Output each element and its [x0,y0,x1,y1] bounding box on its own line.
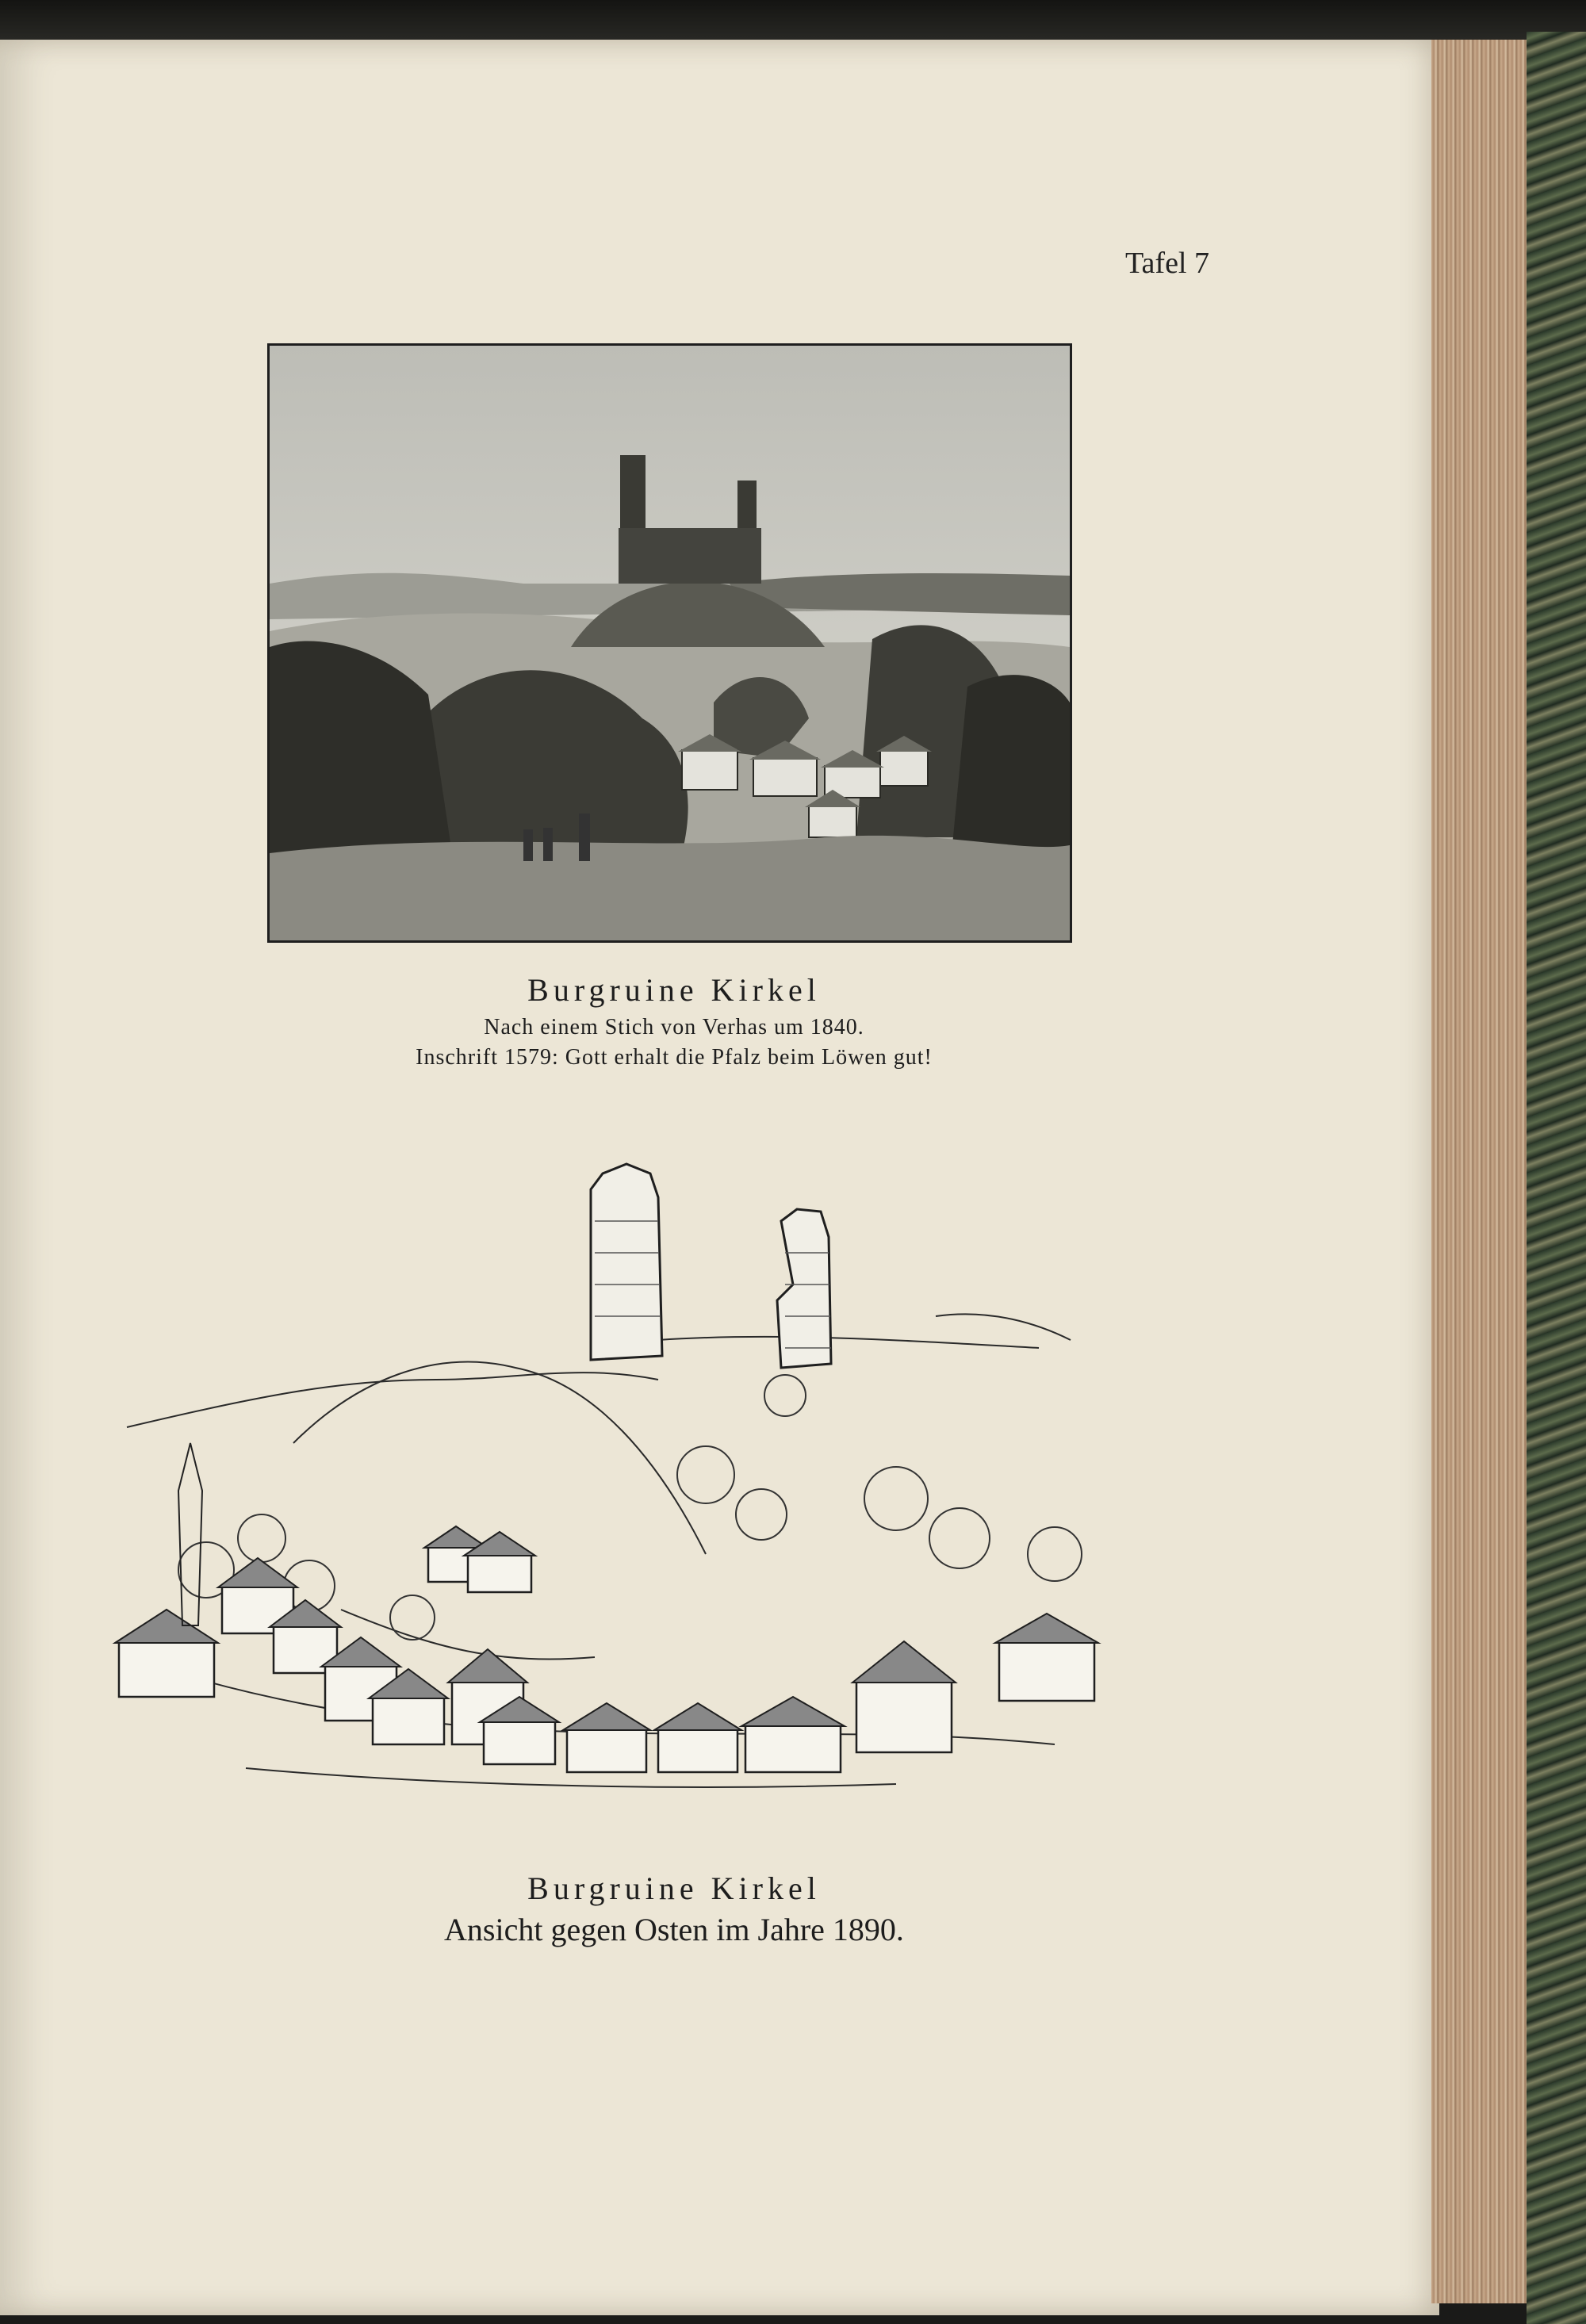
figure2-caption: Ansicht gegen Osten im Jahre 1890. [444,1912,904,1947]
book-spine [1527,32,1586,2324]
figure1-caption-line2: Inschrift 1579: Gott erhalt die Pfalz beim Löwen gut! [416,1045,933,1070]
engraving-castle-ruin-1840 [267,343,1072,943]
figure2-title: Burgruine Kirkel [527,1870,821,1906]
figure1-title: Burgruine Kirkel [527,972,821,1008]
book-cover-edge [0,0,1586,44]
plate-number: Tafel 7 [1124,247,1209,280]
drawing-castle-ruin-1890 [103,1142,1229,1824]
page-edges [1431,40,1527,2303]
figure1-caption-line1: Nach einem Stich von Verhas um 1840. [484,1015,864,1039]
